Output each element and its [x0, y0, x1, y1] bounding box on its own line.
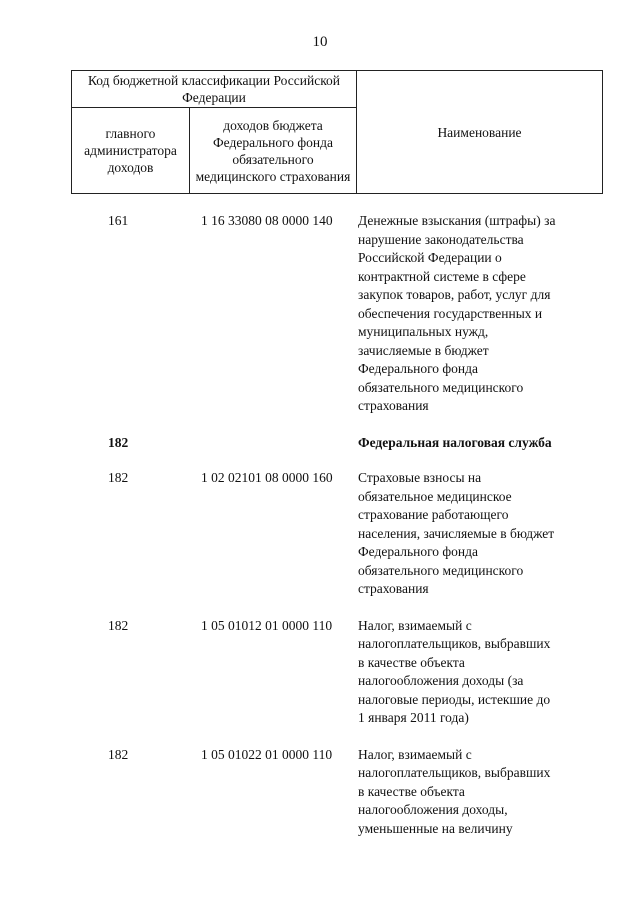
row-description [356, 746, 602, 839]
table-row [71, 469, 602, 599]
description-line: налогообложения доходы, [358, 802, 508, 817]
description-line: Федеральная налоговая служба [358, 434, 552, 450]
name-column-header: Наименование [357, 71, 603, 194]
income-code: 1 05 01022 01 0000 110 [201, 746, 333, 762]
income-code: 1 05 01012 01 0000 110 [201, 617, 333, 633]
description-line: страхования [358, 581, 429, 596]
table-row [71, 212, 602, 416]
description-line: Налог, взимаемый с [358, 617, 472, 633]
description-line: Страховые взносы на [358, 470, 482, 485]
table-row [71, 746, 602, 839]
description-line: муниципальных нужд, [358, 324, 489, 339]
table-header [71, 70, 603, 194]
admin-code: 182 [108, 617, 129, 633]
row-description [356, 617, 602, 728]
page-number: 10 [312, 34, 328, 50]
description-line: зачисляемые в бюджет [358, 342, 489, 358]
income-code [189, 434, 356, 453]
row-description [356, 469, 602, 599]
description-line: налогоплательщиков, выбравших [358, 636, 551, 651]
description-line: страхования [358, 398, 429, 413]
description-line: 1 января 2011 года) [358, 710, 469, 725]
description-line: населения, зачисляемые в бюджет [358, 525, 555, 541]
table-row [71, 434, 602, 453]
description-line: Федерального фонда [358, 544, 478, 559]
table-body [71, 208, 602, 838]
description-line: закупок товаров, работ, услуг для [358, 287, 551, 302]
income-column-header: доходов бюджета Федерального фонда обязательного медицинского страхования [190, 108, 357, 194]
table-row [71, 617, 602, 728]
description-line: уменьшенные на величину [358, 820, 513, 836]
description-line: обязательное медицинское [358, 488, 512, 504]
description-line: обязательного медицинского [358, 562, 524, 578]
description-line: Денежные взыскания (штрафы) за [358, 213, 556, 228]
admin-code: 182 [108, 746, 129, 762]
admin-code: 161 [108, 213, 129, 228]
description-line: контрактной системе в сфере [358, 268, 526, 284]
description-line: в качестве объекта [358, 654, 465, 670]
description-line: нарушение законодательства [358, 231, 524, 247]
description-line: налоговые периоды, истекшие до [358, 691, 551, 707]
row-description [356, 212, 602, 416]
description-line: обязательного медицинского [358, 379, 524, 395]
admin-code: 182 [108, 470, 129, 485]
description-line: Федерального фонда [358, 361, 478, 376]
description-line: страхование работающего [358, 507, 509, 522]
description-line: налогоплательщиков, выбравших [358, 765, 551, 780]
description-line: обеспечения государственных и [358, 305, 543, 321]
description-line: Российской Федерации о [358, 250, 502, 265]
description-line: Налог, взимаемый с [358, 746, 472, 762]
description-line: налогообложения доходы (за [358, 673, 524, 688]
row-description [356, 434, 602, 453]
income-code: 1 16 33080 08 0000 140 [201, 213, 333, 228]
budget-code-group-header: Код бюджетной классификации Российской Федерации [72, 71, 357, 108]
income-code: 1 02 02101 08 0000 160 [201, 470, 333, 485]
description-line: в качестве объекта [358, 783, 465, 799]
admin-code: 182 [108, 434, 129, 450]
admin-column-header: главного администратора доходов [72, 108, 190, 194]
